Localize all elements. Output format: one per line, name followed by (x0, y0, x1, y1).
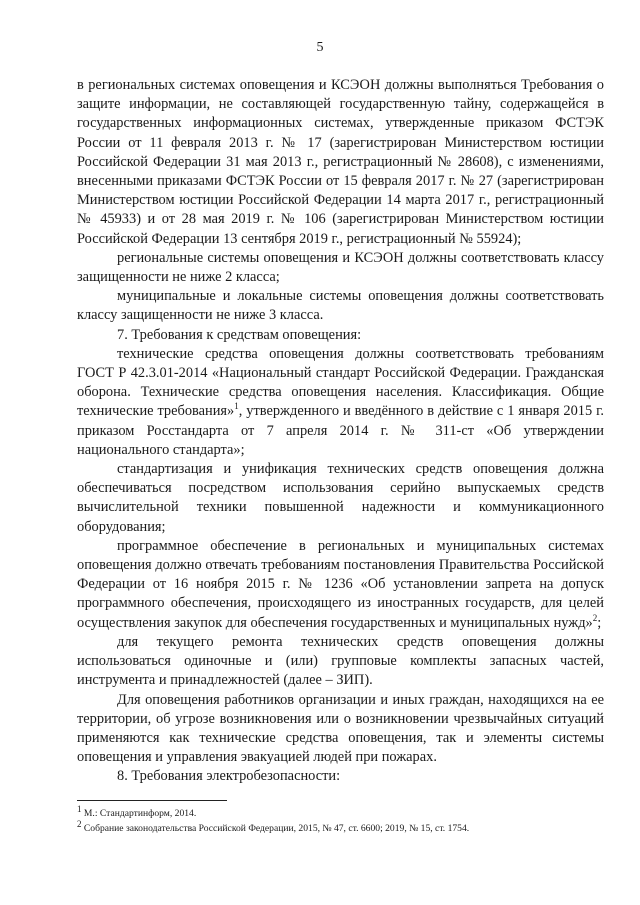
section-heading-8: 8. Требования электробезопасности: (117, 768, 341, 785)
document-body (77, 76, 604, 787)
section-heading-7: 7. Требования к средствам оповещения: (117, 326, 362, 343)
footnote-ref-2: 2 (592, 612, 598, 623)
software-text-cont: ; (597, 614, 602, 631)
footnote-ref-1: 1 (234, 401, 239, 412)
page-number: 5 (316, 40, 324, 55)
paragraph-municipal-security-class: муниципальные и локальные системы оповещения должны соответствовать классу защищенности не ниже 3 класса. (77, 288, 604, 324)
footnote-mark-1: 1 (77, 803, 82, 814)
paragraph-technical-means-gost (77, 345, 604, 460)
footnote-text-1: М.: Стандартинформ, 2014. (81, 808, 197, 819)
software-text: программное обеспечение в региональных и муниципальных системах оповещения должно отвечать требованиям постановления Правительства Российской Федерации от 16 ноября 2015 г. № 1236 «Об установлении запрета на допуск программного обеспечения, происходящего из иностранных государств, для целей осуществления закупок для обеспечения государственных и муниципальных нужд» (77, 537, 604, 631)
paragraph-software-requirements (77, 537, 604, 633)
footnote-text-2: Собрание законодательства Российской Федерации, 2015, № 47, ст. 6600; 2019, № 15, ст. 1754. (81, 823, 470, 834)
paragraph-spare-parts: для текущего ремонта технических средств оповещения должны использоваться одиночные и (или) групповые комплекты запасных частей, инструмента и принадлежностей (далее – ЗИП). (77, 633, 604, 689)
footnote-2 (77, 818, 604, 836)
gost-text: технические средства оповещения должны соответствовать требованиям ГОСТ Р 42.3.01-2014 «Национальный стандарт Российской Федерации. Гражданская оборона. Технические средства оповещения населения. Классификация. Общие технические требования» (77, 345, 604, 420)
paragraph-regional-security-class: региональные системы оповещения и КСЭОН должны соответствовать классу защищенности не ниже 2 класса; (77, 249, 604, 286)
paragraph-information-protection: в региональных системах оповещения и КСЭОН должны выполняться Требования о защите информации, не составляющей государственную тайну, содержащейся в государственных информационных системах, утвержденные приказом ФСТЭК России от 11 февраля 2013 г. № 17 (зарегистрирован Министерством юстиции Российской Федерации 31 мая 2013 г., регистрационный № 28608), с изменениями, внесенными приказами ФСТЭК России от 15 февраля 2017 г. № 27 (зарегистрирован Министерством юстиции Российской Федерации 14 марта 2017 г., регистрационный № 45933) и от 28 мая 2019 г. № 106 (зарегистрирован Министерством юстиции Российской Федерации 13 сентября 2019 г., регистрационный № 55924); (77, 77, 604, 247)
paragraph-staff-notification: Для оповещения работников организации и иных граждан, находящихся на ее территории, об угрозе возникновения или о возникновении чрезвычайных ситуаций применяются как технические средства оповещения, так и элементы системы оповещения и управления эвакуацией людей при пожарах. (77, 691, 604, 766)
footnote-divider (77, 800, 227, 801)
footnote-1 (77, 803, 604, 821)
gost-text-cont: , утвержденного и введённого в действие с 1 января 2015 г. приказом Росстандарта от 7 апреля 2014 г. № 311-ст «Об утверждении национального стандарта»; (77, 403, 605, 458)
footnotes (77, 803, 604, 836)
footnote-mark-2: 2 (77, 818, 82, 829)
paragraph-standardization: стандартизация и унификация технических средств оповещения должна обеспечиваться посредством использования серийно выпускаемых средств вычислительной техники повышенной надежности и коммуникационного оборудования; (77, 461, 604, 535)
